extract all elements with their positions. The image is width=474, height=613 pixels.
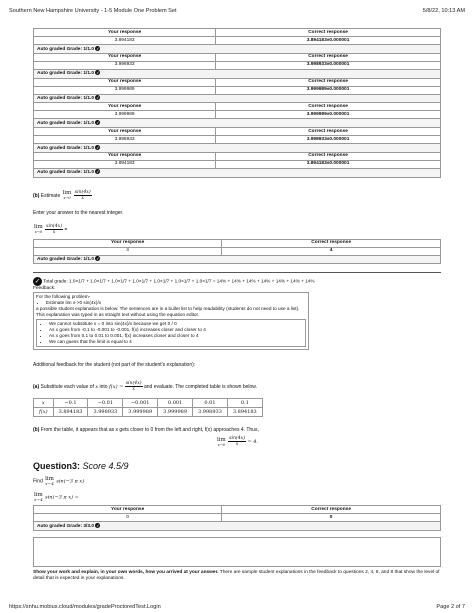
grade-label: Auto graded Grade: 1/1.0 bbox=[37, 95, 95, 101]
conclusion-fraction bbox=[228, 436, 246, 447]
part-b-label: (b) bbox=[33, 192, 40, 199]
correct-response-value: 3.998933±0.000001 bbox=[216, 136, 441, 144]
col-correct-response: Correct response bbox=[216, 53, 441, 61]
col-correct-response: Correct response bbox=[216, 128, 441, 136]
fraction-numerator: sin(4x) bbox=[74, 189, 91, 195]
q3-lim-subscript: x→-4 bbox=[45, 482, 54, 487]
table-row bbox=[34, 408, 263, 417]
conclusion-lim bbox=[217, 437, 226, 447]
values-table bbox=[33, 398, 263, 417]
part-a-var: x bbox=[95, 384, 99, 391]
fx-value: 3.998933 bbox=[193, 408, 228, 417]
grade-label: Auto graded Grade: 1/1.0 bbox=[37, 170, 95, 176]
fx-value: 3.894183 bbox=[53, 408, 88, 417]
limit-expression bbox=[63, 190, 72, 200]
x-header: x bbox=[34, 399, 54, 408]
additional-feedback: Additional feedback for the student (not part of the student's explanation): bbox=[33, 362, 196, 369]
your-response-value: 3.999989 bbox=[34, 111, 216, 119]
equals-sign: = bbox=[64, 226, 68, 233]
page-content bbox=[33, 28, 441, 582]
fx-value: 3.999989 bbox=[123, 408, 158, 417]
q3-expression: sin(−3 π x) bbox=[56, 478, 85, 485]
q3-col-your: Your response bbox=[34, 506, 222, 514]
grade-row bbox=[34, 45, 441, 54]
q3-explain-bold: Show your work and explain, in your own words, how you arrived at your answer. bbox=[33, 570, 219, 576]
conclusion-numerator: sin(4x) bbox=[229, 436, 246, 442]
x-value: 0.1 bbox=[227, 399, 262, 408]
find-text: Find bbox=[33, 478, 43, 485]
q3-correct-value: 0 bbox=[222, 514, 441, 522]
list-item: • We cannot substitute x = 0 into sin(4x)/x because we get 0 / 0 bbox=[49, 321, 303, 327]
checkmark-icon: ✓ bbox=[96, 169, 100, 175]
table-row bbox=[34, 160, 441, 168]
table-row bbox=[34, 136, 441, 144]
your-response-value: 3.894183 bbox=[34, 37, 216, 45]
x-value: −0.01 bbox=[88, 399, 123, 408]
list-item: • As x goes from 0.1 to 0.01 to 0.001, f(x) increases closer and closer to 4 bbox=[49, 333, 303, 339]
col-correct-response: Correct response bbox=[216, 103, 441, 111]
feedback-title: Feedback: bbox=[33, 286, 56, 292]
answer-denominator: x bbox=[52, 229, 56, 235]
table-row bbox=[34, 399, 263, 408]
feedback-box bbox=[33, 292, 309, 350]
answer-limit bbox=[34, 224, 43, 234]
q3-checkmark-icon: ✓ bbox=[96, 522, 100, 528]
conclusion-result: = 4. bbox=[247, 439, 258, 446]
fx-value: 3.998933 bbox=[88, 408, 123, 417]
grade-label: Auto graded Grade: 1/1.0 bbox=[37, 120, 95, 126]
footer-page: Page 2 of 7 bbox=[436, 604, 465, 610]
part-a-label: (a) bbox=[33, 384, 40, 391]
question3-score: Score 4.5/9 bbox=[82, 461, 129, 472]
col-your-response: Your response bbox=[34, 103, 216, 111]
q3-answer-expression bbox=[33, 492, 441, 502]
feedback-problem-item: • Estimate lim x->0 sin(4x)/x bbox=[46, 300, 306, 306]
q3-explain-rest: There are sample student explanations in the feedback to questions 2, 4, 6, and 8 that show the level of detail that is expected in your explanations. bbox=[33, 570, 440, 582]
checkmark-icon: ✓ bbox=[96, 144, 100, 150]
x-value: 0.001 bbox=[158, 399, 193, 408]
x-value: −0.001 bbox=[123, 399, 158, 408]
part-a-denominator: x bbox=[132, 387, 135, 393]
total-checkmark-icon: ✓ bbox=[34, 278, 41, 286]
checkmark-icon: ✓ bbox=[96, 256, 100, 262]
col-your-response: Your response bbox=[34, 239, 222, 247]
part-a-text3: and evaluate. The completed table is shown below. bbox=[143, 384, 258, 391]
total-grade bbox=[33, 277, 441, 286]
q3-answer-expr: sin(−3 π x) = bbox=[45, 494, 79, 501]
q3-grade-row bbox=[34, 522, 441, 531]
fx-value: 3.894183 bbox=[227, 408, 262, 417]
your-response-value: 3.998933 bbox=[34, 136, 216, 144]
col-your-response: Your response bbox=[34, 53, 216, 61]
instruction-text: Enter your answer to the nearest integer. bbox=[33, 209, 124, 216]
correct-response-value: 3.894183±0.000001 bbox=[216, 37, 441, 45]
q3-col-correct: Correct response bbox=[222, 506, 441, 514]
table-row bbox=[34, 86, 441, 94]
header-timestamp: 5/8/22, 10:13 AM bbox=[422, 8, 465, 14]
col-your-response: Your response bbox=[34, 152, 216, 160]
col-your-response: Your response bbox=[34, 29, 216, 37]
table-row bbox=[34, 37, 441, 45]
list-item: • As x goes from -0.1 to -0.001 to -0.001, f(x) increases closer and closer to 4 bbox=[49, 327, 303, 333]
list-item: • We can guess that the limit is equal to 4 bbox=[49, 339, 303, 345]
your-response-value: 3.999989 bbox=[34, 86, 216, 94]
lim-word: lim bbox=[62, 190, 72, 197]
student-explanation bbox=[36, 319, 306, 347]
estimate-text: Estimate bbox=[40, 192, 61, 199]
correct-response-value: 4 bbox=[222, 247, 441, 255]
part-b-response-table bbox=[33, 239, 441, 265]
part-a-text2: into bbox=[99, 384, 108, 391]
correct-response-value: 3.999989±0.000001 bbox=[216, 86, 441, 94]
lim-subscript: x→0 bbox=[63, 196, 71, 201]
q3-answer-lim-subscript: x→-4 bbox=[34, 498, 43, 503]
answer-lim-word: lim bbox=[34, 224, 43, 231]
answer-numerator: sin(4x) bbox=[46, 223, 63, 229]
grade-row bbox=[34, 69, 441, 78]
q3-explanation-prompt bbox=[33, 570, 441, 582]
part-a-fraction bbox=[125, 381, 143, 392]
response-table bbox=[33, 28, 441, 178]
limit-fraction bbox=[74, 190, 92, 201]
col-correct-response: Correct response bbox=[222, 239, 441, 247]
total-grade-text: Total grade: 1.0×1/7 + 1.0×1/7 + 1.0×1/7 + 1.0×1/7 + 1.0×1/7 + 1.0×1/7 + 1.0×1/7 = 14% + 14% + 14% + 14% + 14% + 14% + 14% bbox=[43, 279, 315, 285]
col-your-response: Your response bbox=[34, 78, 216, 86]
explanation-input-box[interactable] bbox=[33, 537, 441, 567]
grade-row bbox=[34, 255, 441, 264]
fraction-denominator: x bbox=[81, 195, 84, 201]
feedback-explanation: a possible student explanation is below. The sentences are in a bullet list to help readability (students do not need to use a list). This explanation was typed in as straight text without using the equation editor. bbox=[36, 306, 300, 318]
student-explanation-list bbox=[39, 321, 303, 345]
part-b-feedback bbox=[33, 427, 441, 433]
checkmark-icon: ✓ bbox=[96, 95, 100, 101]
conclusion-lim-word: lim bbox=[217, 436, 226, 443]
header-title: Southern New Hampshire University - 1-5 Module One Problem Set bbox=[9, 8, 177, 14]
footer-url: https://snhu.mobius.cloud/modules/gradeProctoredTest.Login bbox=[9, 604, 161, 610]
col-correct-response: Correct response bbox=[216, 29, 441, 37]
conclusion-denominator: x bbox=[235, 442, 239, 448]
grade-label: Auto graded Grade: 1/1.0 bbox=[37, 256, 95, 262]
correct-response-value: 3.999989±0.000001 bbox=[216, 111, 441, 119]
correct-response-value: 3.998933±0.000001 bbox=[216, 61, 441, 69]
q3-your-value: 0 bbox=[34, 514, 222, 522]
q3-lim-word: lim bbox=[45, 476, 54, 483]
q3-answer-lim-word: lim bbox=[34, 492, 43, 499]
your-response-value: 3.998933 bbox=[34, 61, 216, 69]
grade-row bbox=[34, 168, 441, 177]
part-a-numerator: sin(4x) bbox=[125, 381, 142, 387]
col-correct-response: Correct response bbox=[216, 152, 441, 160]
feedback-problem: For the following problem- bbox=[36, 294, 91, 300]
answer-fraction bbox=[45, 224, 63, 235]
q3-response-table bbox=[33, 505, 441, 531]
question3-heading bbox=[33, 461, 441, 471]
q3-answer-limit bbox=[34, 492, 43, 502]
checkmark-icon: ✓ bbox=[96, 119, 100, 125]
part-a-fx: f(x) = bbox=[108, 384, 124, 391]
conclusion-limit bbox=[33, 436, 441, 447]
grade-label: Auto graded Grade: 1/1.0 bbox=[37, 71, 95, 77]
grade-row bbox=[34, 119, 441, 128]
grade-label: Auto graded Grade: 1/1.0 bbox=[37, 46, 95, 52]
question3-prompt bbox=[33, 476, 441, 486]
question3-title: Question3: bbox=[33, 461, 81, 472]
col-your-response: Your response bbox=[34, 128, 216, 136]
part-b-fb-text: From the table, it appears that as x gets closer to 0 from the left and right, f(x) approaches 4. Thus, bbox=[40, 427, 259, 434]
table-row bbox=[34, 111, 441, 119]
answer-expression bbox=[33, 224, 441, 235]
x-value: −0.1 bbox=[53, 399, 88, 408]
conclusion-lim-subscript: x→0 bbox=[217, 442, 226, 447]
section-divider bbox=[33, 272, 441, 273]
part-b-fb-label: (b) bbox=[33, 427, 40, 434]
col-correct-response: Correct response bbox=[216, 78, 441, 86]
your-response-value: 3.894183 bbox=[34, 160, 216, 168]
q3-limit bbox=[45, 476, 54, 486]
checkmark-icon: ✓ bbox=[96, 45, 100, 51]
correct-response-value: 3.894183±0.000001 bbox=[216, 160, 441, 168]
grade-row bbox=[34, 94, 441, 103]
part-a-text1: Substitute each value of bbox=[40, 384, 94, 391]
part-a-feedback bbox=[33, 381, 441, 392]
grade-row bbox=[34, 144, 441, 153]
fx-value: 3.999989 bbox=[158, 408, 193, 417]
q3-grade-label: Auto graded Grade: 3/3.0 bbox=[37, 523, 95, 529]
your-response-value: 4 bbox=[34, 247, 222, 255]
table-row bbox=[34, 61, 441, 69]
grade-label: Auto graded Grade: 1/1.0 bbox=[37, 145, 95, 151]
checkmark-icon: ✓ bbox=[96, 70, 100, 76]
x-value: 0.01 bbox=[193, 399, 228, 408]
part-b-question bbox=[33, 190, 441, 201]
answer-lim-subscript: x→0 bbox=[34, 230, 43, 235]
fx-header: f(x) bbox=[34, 408, 54, 417]
